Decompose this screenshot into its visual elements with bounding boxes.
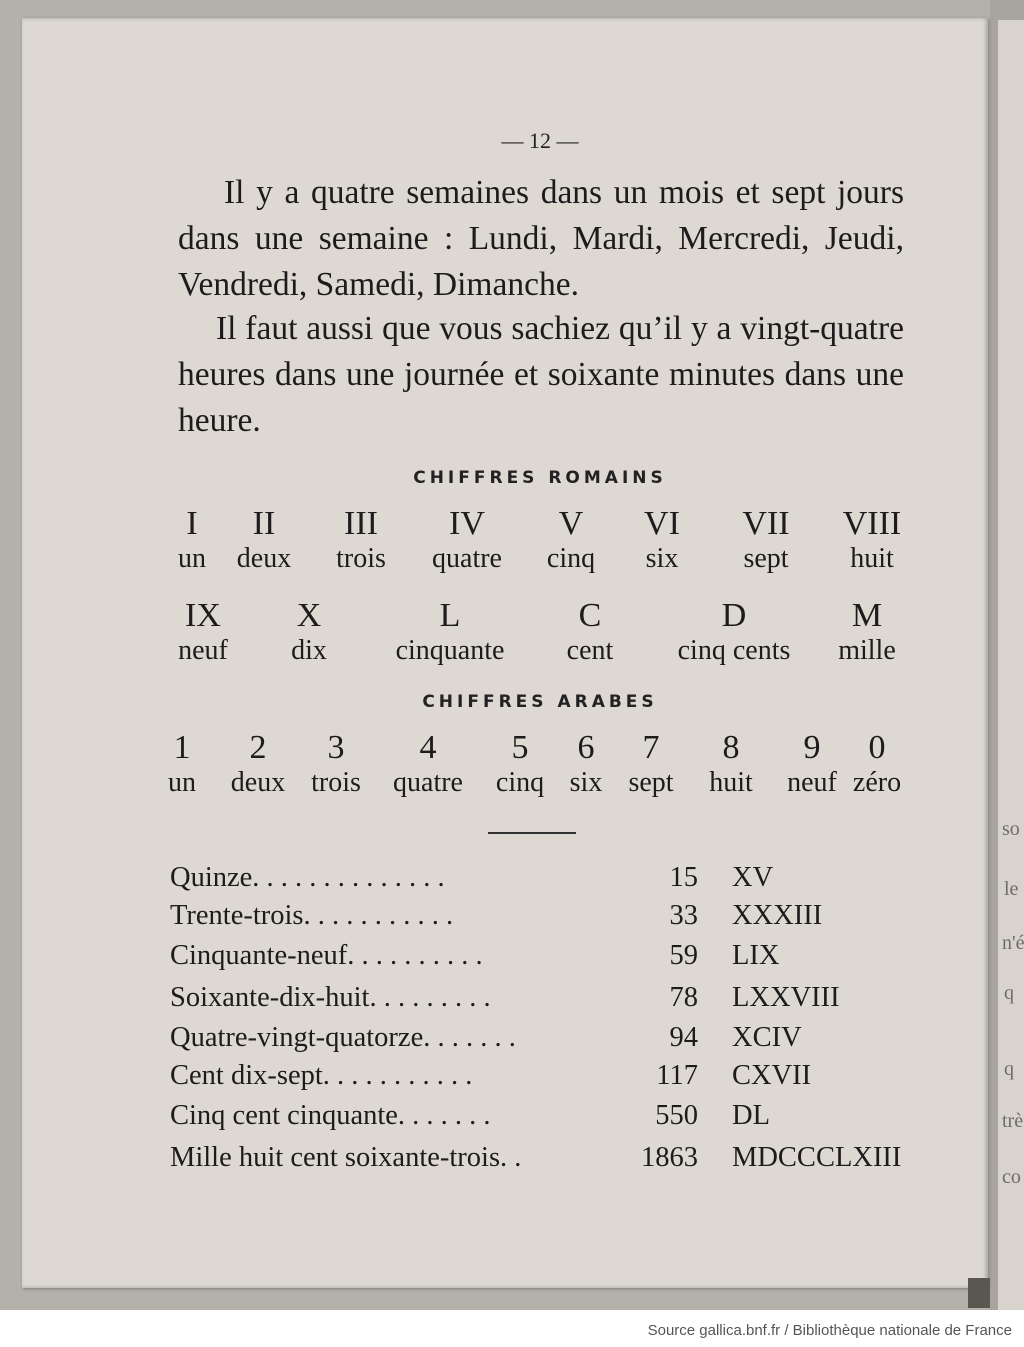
- next-page-fragment: le: [1004, 878, 1019, 900]
- roman-value: LIX: [732, 940, 780, 971]
- table-row: [170, 862, 910, 898]
- numeral-word: sept: [743, 543, 789, 574]
- roman-numeral-cell: [607, 506, 717, 576]
- roman-numeral-cell: [711, 506, 821, 576]
- roman-symbol: D: [721, 597, 747, 634]
- number-name: Soixante-dix-huit. . . . . . . . .: [170, 982, 491, 1013]
- roman-symbol: VI: [644, 505, 680, 542]
- roman-numeral-cell: [380, 598, 520, 668]
- numeral-word: huit: [850, 543, 894, 574]
- numeral-word: cinq: [546, 543, 596, 574]
- arabic-value: 59: [669, 940, 698, 971]
- table-row: [170, 1022, 910, 1058]
- arabic-value: 94: [669, 1022, 698, 1053]
- arabic-symbol: 2: [249, 729, 267, 766]
- arabic-symbol: 5: [511, 729, 529, 766]
- roman-symbol: III: [344, 505, 378, 542]
- arabic-symbol: 7: [642, 729, 660, 766]
- numeral-word: un: [168, 767, 196, 798]
- table-row: [170, 1060, 910, 1096]
- arabic-value: 1863: [641, 1142, 698, 1173]
- roman-numeral-cell: [209, 506, 319, 576]
- numeral-word: trois: [311, 767, 361, 798]
- number-name: Quinze. . . . . . . . . . . . . .: [170, 862, 445, 893]
- next-page-fragment: q: [1004, 1058, 1014, 1080]
- arabic-value: 78: [669, 982, 698, 1013]
- roman-symbol: II: [252, 505, 276, 542]
- number-name: Mille huit cent soixante-trois. .: [170, 1142, 522, 1173]
- roman-symbol: I: [186, 505, 198, 542]
- numeral-word: cent: [566, 635, 614, 666]
- arabic-value: 117: [656, 1060, 698, 1091]
- roman-symbol: L: [439, 597, 461, 634]
- paragraph-hours: Il faut aussi que vous sachiez qu’il y a vingt-quatre heures dans une journée et soixante minutes dans une heure.: [178, 310, 904, 439]
- heading-roman-numerals: CHIFFRES ROMAINS: [413, 468, 667, 488]
- arabic-symbol: 1: [173, 729, 191, 766]
- number-name: Cinq cent cinquante. . . . . . .: [170, 1100, 491, 1131]
- numeral-word: trois: [336, 543, 386, 574]
- numeral-word: cinquante: [395, 635, 505, 666]
- number-name: Quatre-vingt-quatorze. . . . . . .: [170, 1022, 516, 1053]
- next-page-fragment: trè: [1002, 1110, 1024, 1132]
- page-number: — 12 —: [501, 128, 579, 153]
- numeral-word: neuf: [787, 767, 837, 798]
- roman-symbol: M: [851, 597, 883, 634]
- roman-numeral-cell: [306, 506, 416, 576]
- numeral-word: neuf: [178, 635, 228, 666]
- number-name: Trente-trois. . . . . . . . . . .: [170, 900, 454, 931]
- arabic-value: 15: [669, 862, 698, 893]
- roman-symbol: VII: [742, 505, 790, 542]
- numeral-word: un: [178, 543, 206, 574]
- table-row: [170, 982, 910, 1018]
- heading-arabic-numerals: CHIFFRES ARABES: [422, 692, 658, 712]
- roman-symbol: X: [296, 597, 322, 634]
- next-page-fragment: q: [1004, 982, 1014, 1004]
- table-row: [170, 1100, 910, 1136]
- numeral-word: six: [645, 543, 679, 574]
- number-name: Cent dix-sept. . . . . . . . . . .: [170, 1060, 473, 1091]
- roman-numeral-cell: [812, 598, 922, 668]
- roman-value: MDCCCLXIII: [732, 1142, 902, 1173]
- roman-symbol: C: [578, 597, 602, 634]
- roman-value: XCIV: [732, 1022, 802, 1053]
- roman-value: LXXVIII: [732, 982, 840, 1013]
- arabic-numeral-cell: [822, 730, 932, 800]
- numeral-word: huit: [709, 767, 753, 798]
- roman-symbol: IX: [185, 597, 221, 634]
- arabic-symbol: 3: [327, 729, 345, 766]
- roman-value: XXXIII: [732, 900, 823, 931]
- table-row: [170, 900, 910, 936]
- arabic-value: 550: [655, 1100, 698, 1131]
- roman-symbol: V: [558, 505, 584, 542]
- numeral-word: quatre: [432, 543, 502, 574]
- next-page-fragment: co: [1002, 1166, 1021, 1188]
- arabic-value: 33: [669, 900, 698, 931]
- table-row: [170, 1142, 910, 1178]
- roman-numeral-cell: [412, 506, 522, 576]
- numeral-word: zéro: [852, 767, 902, 798]
- roman-numeral-cell: [535, 598, 645, 668]
- roman-numeral-cell: [817, 506, 927, 576]
- arabic-symbol: 0: [868, 729, 886, 766]
- numeral-word: quatre: [393, 767, 463, 798]
- roman-numeral-cell: [254, 598, 364, 668]
- numeral-word: sept: [628, 767, 674, 798]
- numeral-word: cinq cents: [677, 635, 791, 666]
- roman-value: DL: [732, 1100, 770, 1131]
- numeral-word: deux: [236, 543, 292, 574]
- arabic-symbol: 6: [577, 729, 595, 766]
- section-divider: [488, 832, 576, 834]
- next-page-strip: [998, 20, 1024, 1310]
- numeral-word: six: [569, 767, 603, 798]
- numeral-word: mille: [838, 635, 896, 666]
- roman-numeral-cell: [148, 598, 258, 668]
- arabic-symbol: 8: [722, 729, 740, 766]
- numeral-word: deux: [230, 767, 286, 798]
- binding-stripe: [968, 1278, 990, 1308]
- paragraph-weeks: Il y a quatre semaines dans un mois et sept jours dans une semaine : Lundi, Mardi, Mercredi, Jeudi, Vendredi, Samedi, Dimanche.: [178, 174, 904, 303]
- next-page-fragment: n'é: [1002, 932, 1024, 954]
- roman-symbol: IV: [449, 505, 485, 542]
- arabic-symbol: 4: [419, 729, 437, 766]
- number-name: Cinquante-neuf. . . . . . . . . .: [170, 940, 483, 971]
- source-credit: Source gallica.bnf.fr / Bibliothèque nationale de France: [647, 1322, 1012, 1339]
- numeral-word: cinq: [495, 767, 545, 798]
- roman-symbol: VIII: [842, 505, 902, 542]
- next-page-fragment: so: [1002, 818, 1020, 840]
- table-row: [170, 940, 910, 976]
- arabic-symbol: 9: [803, 729, 821, 766]
- roman-value: XV: [732, 862, 774, 893]
- roman-numeral-cell: [664, 598, 804, 668]
- roman-value: CXVII: [732, 1060, 812, 1091]
- numeral-word: dix: [291, 635, 327, 666]
